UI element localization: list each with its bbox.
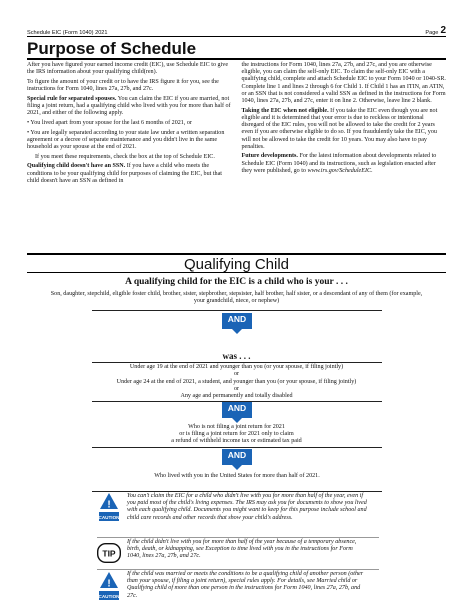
divider	[97, 537, 379, 538]
paragraph	[27, 96, 232, 118]
caution-icon	[99, 571, 119, 604]
paragraph-text: If you take the EIC even though you are not eligible and it is determined that your error is due to reckless or intentional disregard of the EIC rules, you will not be allowed to take the credit for 2 years even if you are otherwise eligible to do so. If you fraudulently take the EIC, you will not be allowed to take the credit for 10 years. You may also have to pay penalties.	[241, 107, 438, 150]
joint-return-test-1: Who is not filing a joint return for 2021	[188, 424, 285, 430]
paragraph: If you meet these requirements, check the box at the top of Schedule EIC.	[35, 153, 215, 160]
paragraph	[242, 153, 447, 175]
age-test-1: Under age 19 at the end of 2021 and younger than you (or your spouse, if filing jointly)	[129, 364, 344, 370]
tip-icon	[97, 543, 121, 563]
svg-text:!: !	[107, 578, 111, 590]
caution-note: You can't claim the EIC for a child who didn't live with you for more than half of the year, even if you paid most of the child's living expenses. The IRS may ask you for documents to show you lived with each qualifying child. Documents you might want to keep for this purpose include school and child care records and other records that show your child's address.	[127, 493, 367, 521]
or-label: or	[233, 386, 240, 392]
page-header	[27, 26, 446, 37]
divider	[92, 447, 382, 448]
and-arrow: AND	[222, 449, 252, 465]
bold-heading: Taking the EIC when not eligible.	[241, 107, 329, 114]
intro-columns	[27, 62, 446, 252]
paragraph: the instructions for Form 1040, lines 27a, 27b, and 27c, and you are otherwise eligible, you can claim the self-only EIC. To claim the self-only EIC with a qualifying child, complete and attach Schedule EIC to your Form 1040 or 1040-SR. Complete line 1 and lines 2 through 6 for Child 1. If Child 1 has an ITIN, an ATIN, or an SSN that is not considered a valid SSN as defined in the instructions for Form 1040, lines 27a, 27b, and 27c, enter it on line 2. Otherwise, leave line 2 blank.	[241, 62, 446, 105]
divider	[92, 491, 382, 492]
irs-link[interactable]: www.irs.gov/ScheduleEIC	[307, 167, 372, 174]
paragraph: To figure the amount of your credit or to have the IRS figure it for you, see the instructions for Form 1040, lines 27a, 27b, and 27c.	[27, 78, 219, 93]
joint-return-test-2: or is filing a joint return for 2021 only to claim	[179, 431, 294, 437]
bold-heading: Qualifying child doesn't have an SSN.	[27, 163, 126, 170]
or-label: or	[233, 371, 240, 377]
section-subtitle: A qualifying child for the EIC is a child who is your . . .	[125, 277, 348, 287]
joint-return-test-3: a refund of withheld income tax or estimated tax paid	[171, 438, 302, 444]
paragraph-text: For the latest information about developments related to Schedule EIC (Form 1040) and its instructions, such as legislation enacted after they were published, go to	[241, 153, 437, 174]
page-label: Page	[425, 30, 439, 36]
age-test-3: Any age and permanently and totally disabled	[180, 393, 293, 399]
page-title: Purpose of Schedule	[27, 38, 446, 60]
svg-text:!: !	[107, 499, 111, 511]
divider	[92, 362, 382, 363]
divider	[92, 310, 382, 311]
right-column	[242, 62, 447, 252]
left-column	[27, 62, 232, 252]
and-arrow: AND	[222, 402, 252, 418]
caution-label: CAUTION	[99, 594, 119, 599]
page	[27, 25, 446, 599]
bullet: • You are legally separated according to your state law under a written separation agreement or a decree of separate maintenance and you didn't live in the same household as your spouse at the end of 2021.	[27, 129, 225, 151]
residency-test: Who lived with you in the United States for more than half of 2021.	[154, 473, 320, 479]
tip-label: TIP	[102, 548, 116, 559]
form-name: Schedule EIC (Form 1040) 2021	[27, 30, 108, 36]
caution-note: If the child was married or meets the conditions to be a qualifying child of another person (other than your spouse, if filing a joint return), special rules apply. For details, see Married child or Qualifying child of more than one person in the instructions for Form 1040, lines 27a, 27b, and 27c.	[127, 571, 364, 599]
paragraph	[242, 108, 447, 151]
bullet: • You lived apart from your spouse for the last 6 months of 2021, or	[27, 119, 192, 126]
paragraph-text: .	[371, 167, 373, 174]
page-number-group	[425, 26, 446, 36]
page-number: 2	[440, 25, 446, 36]
was-label: was . . .	[222, 351, 251, 361]
and-arrow: AND	[222, 313, 252, 329]
tip-note: If the child didn't live with you for more than half of the year because of a temporary absence, birth, death, or kidnapping, see Exception to time lived with you in the instructions for Form 1040, lines 27a, 27b, and 27c.	[127, 539, 357, 560]
age-test-2: Under age 24 at the end of 2021, a student, and younger than you (or your spouse, if filing jointly)	[116, 379, 357, 385]
paragraph-text: If you have a child who meets the conditions to be your qualifying child for purposes of claiming the EIC, but that child doesn't have an SSN as defined in	[27, 163, 222, 184]
paragraph	[27, 163, 232, 185]
relationship-test: Son, daughter, stepchild, eligible foster child, brother, sister, stepbrother, stepsister, half brother, half sister, or a descendant of any of them (for example, your grandchild, niece, or nephew)	[50, 291, 423, 305]
caution-icon	[99, 492, 119, 525]
caution-label: CAUTION	[99, 515, 119, 520]
paragraph: After you have figured your earned income credit (EIC), use Schedule EIC to give the IRS information about your qualifying child(ren).	[27, 62, 229, 76]
paragraph-text: You can claim the EIC if you are married, not filing a joint return, had a qualifying child who lived with you for more than half of 2021, and either of the following apply.	[27, 95, 231, 117]
divider	[97, 569, 379, 570]
bold-heading: Special rule for separated spouses.	[27, 95, 117, 102]
bold-heading: Future developments.	[241, 153, 298, 160]
section-title: Qualifying Child	[27, 253, 446, 273]
